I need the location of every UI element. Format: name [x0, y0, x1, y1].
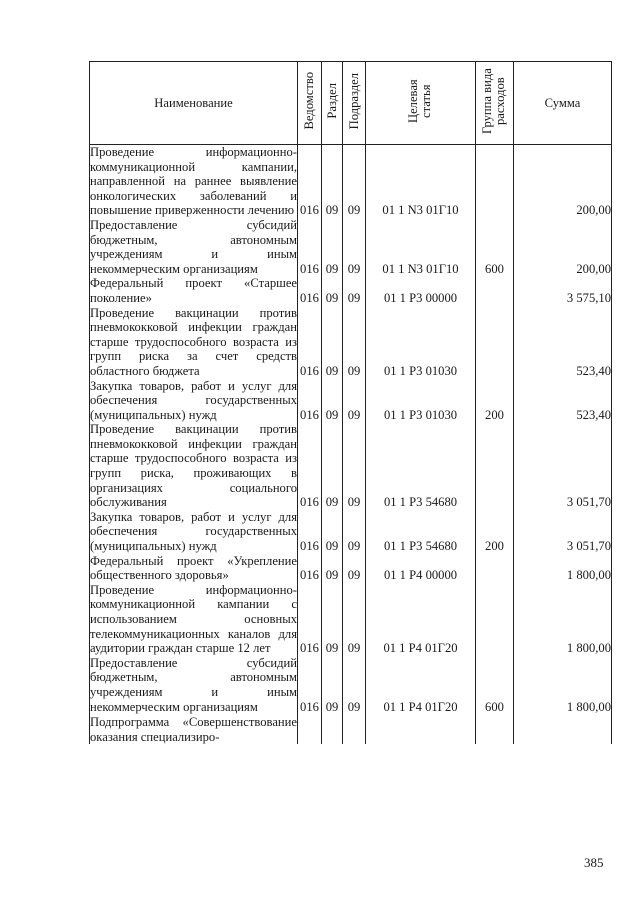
cell-target-item: 01 1 N3 01Г10 [366, 145, 476, 218]
header-department: Ведомство [298, 62, 322, 145]
cell-target-item [366, 714, 476, 744]
cell-section: 09 [322, 306, 343, 379]
cell-section: 09 [322, 422, 343, 510]
table-row [90, 306, 612, 379]
header-target-item: Целевая статья [366, 62, 476, 145]
table-row [90, 218, 612, 276]
cell-expense-group [476, 276, 514, 305]
cell-name: Предоставление субсидий бюджетным, автономным учреждениям и иным некоммерческим организациям [90, 655, 297, 714]
cell-target-item: 01 1 P3 54680 [366, 422, 476, 510]
cell-section: 09 [322, 379, 343, 423]
cell-department [298, 714, 322, 744]
table-row [90, 583, 612, 656]
cell-department: 016 [298, 583, 322, 656]
budget-table [89, 61, 612, 744]
cell-department: 016 [298, 218, 322, 276]
table-row [90, 276, 612, 305]
cell-department: 016 [298, 145, 322, 218]
cell-sum: 1 800,00 [514, 656, 612, 714]
table-row [90, 510, 612, 554]
cell-target-item: 01 1 P3 54680 [366, 510, 476, 554]
cell-expense-group [476, 422, 514, 510]
header-expense-group: Группа вида расходов [476, 62, 514, 145]
cell-target-item: 01 1 P3 01030 [366, 379, 476, 423]
cell-subsection [343, 714, 366, 744]
cell-subsection: 09 [343, 306, 366, 379]
cell-target-item: 01 1 P3 00000 [366, 276, 476, 305]
cell-section: 09 [322, 656, 343, 714]
header-section: Раздел [322, 62, 343, 145]
table-row [90, 656, 612, 714]
cell-department: 016 [298, 422, 322, 510]
cell-subsection: 09 [343, 422, 366, 510]
cell-name: Подпрограмма «Совершенствование оказания специализиро- [90, 714, 297, 744]
cell-department: 016 [298, 306, 322, 379]
cell-subsection: 09 [343, 218, 366, 276]
cell-expense-group [476, 583, 514, 656]
cell-name: Проведение вакцинации против пневмококковой инфекции граждан старше трудоспособного возраста из групп риска за счет средств областного бюджета [90, 305, 297, 378]
cell-subsection: 09 [343, 276, 366, 305]
cell-department: 016 [298, 276, 322, 305]
cell-section: 09 [322, 218, 343, 276]
cell-name: Федеральный проект «Старшее поколение» [90, 276, 297, 305]
cell-subsection: 09 [343, 583, 366, 656]
cell-expense-group: 600 [476, 656, 514, 714]
header-subsection: Подраздел [343, 62, 366, 145]
cell-section: 09 [322, 554, 343, 583]
cell-sum: 1 800,00 [514, 554, 612, 583]
cell-subsection: 09 [343, 656, 366, 714]
cell-name: Закупка товаров, работ и услуг для обеспечения государственных (муниципальных) нужд [90, 509, 297, 554]
cell-department: 016 [298, 656, 322, 714]
cell-sum: 523,40 [514, 306, 612, 379]
cell-expense-group [476, 554, 514, 583]
cell-sum [514, 714, 612, 744]
cell-subsection: 09 [343, 510, 366, 554]
cell-target-item: 01 1 P3 01030 [366, 306, 476, 379]
cell-subsection: 09 [343, 554, 366, 583]
table-row [90, 145, 612, 218]
cell-name: Предоставление субсидий бюджетным, автономным учреждениям и иным некоммерческим организациям [90, 217, 297, 276]
cell-name: Проведение информационно-коммуникационной кампании с использованием основных телекоммуникационных каналов для аудитории граждан старше 12 лет [90, 582, 297, 656]
cell-sum: 3 051,70 [514, 422, 612, 510]
cell-sum: 523,40 [514, 379, 612, 423]
table-row [90, 714, 612, 744]
table-row [90, 422, 612, 510]
cell-target-item: 01 1 N3 01Г10 [366, 218, 476, 276]
cell-expense-group: 600 [476, 218, 514, 276]
cell-name: Проведение информационно-коммуникационной кампании, направленной на раннее выявление онкологических заболеваний и повышение приверженности лечению [90, 145, 297, 218]
cell-section: 09 [322, 276, 343, 305]
cell-section: 09 [322, 510, 343, 554]
cell-expense-group: 200 [476, 379, 514, 423]
cell-department: 016 [298, 510, 322, 554]
cell-department: 016 [298, 379, 322, 423]
cell-sum: 200,00 [514, 218, 612, 276]
cell-section [322, 714, 343, 744]
cell-name: Проведение вакцинации против пневмококковой инфекции граждан старше трудоспособного возраста из групп риска, проживающих в организациях социального обслуживания [90, 422, 297, 510]
cell-sum: 3 575,10 [514, 276, 612, 305]
cell-target-item: 01 1 P4 01Г20 [366, 656, 476, 714]
cell-section: 09 [322, 583, 343, 656]
cell-subsection: 09 [343, 145, 366, 218]
table-body [90, 145, 612, 745]
cell-expense-group [476, 306, 514, 379]
cell-target-item: 01 1 P4 00000 [366, 554, 476, 583]
cell-expense-group [476, 145, 514, 218]
cell-name: Закупка товаров, работ и услуг для обеспечения государственных (муниципальных) нужд [90, 378, 297, 422]
table-header-row [90, 62, 612, 145]
header-sum: Сумма [514, 62, 612, 145]
cell-sum: 200,00 [514, 145, 612, 218]
cell-target-item: 01 1 P4 01Г20 [366, 583, 476, 656]
cell-sum: 1 800,00 [514, 583, 612, 656]
cell-department: 016 [298, 554, 322, 583]
table-row [90, 554, 612, 583]
cell-section: 09 [322, 145, 343, 218]
cell-subsection: 09 [343, 379, 366, 423]
table-row [90, 379, 612, 423]
header-name: Наименование [90, 62, 298, 145]
page-number: 385 [584, 855, 604, 870]
cell-expense-group [476, 714, 514, 744]
cell-expense-group: 200 [476, 510, 514, 554]
cell-name: Федеральный проект «Укрепление общественного здоровья» [90, 553, 297, 583]
cell-sum: 3 051,70 [514, 510, 612, 554]
